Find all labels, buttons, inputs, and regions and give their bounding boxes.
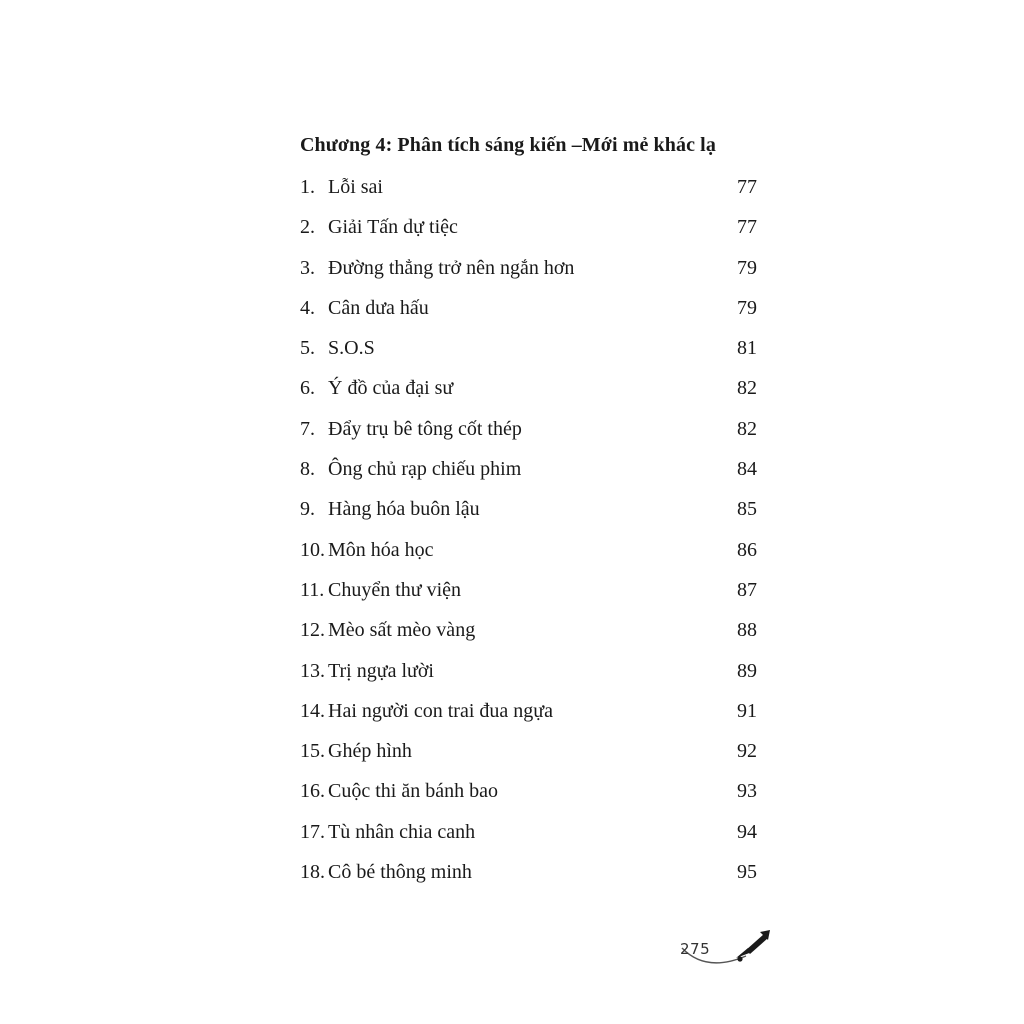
page-number: 275 — [680, 940, 711, 958]
entry-title: Ghép hình — [328, 740, 412, 763]
entry-page: 86 — [737, 538, 757, 561]
entry-number: 18. — [300, 861, 325, 884]
toc-entry — [300, 613, 760, 653]
entry-page: 82 — [737, 377, 757, 400]
toc-entry — [300, 170, 760, 210]
entry-page: 89 — [737, 659, 757, 682]
entry-page: 79 — [737, 256, 757, 279]
toc-entry — [300, 251, 760, 291]
toc-entry — [300, 412, 760, 452]
entry-title: Ý đồ của đại sư — [328, 377, 454, 400]
entry-title: Cô bé thông minh — [328, 861, 472, 884]
table-of-contents — [300, 170, 760, 895]
entry-page: 92 — [737, 740, 757, 763]
entry-number: 5. — [300, 337, 315, 360]
entry-title: Lỗi sai — [328, 176, 383, 198]
entry-title: S.O.S — [328, 337, 375, 360]
toc-entry — [300, 774, 760, 814]
entry-title: Đường thẳng trở nên ngắn hơn — [328, 256, 575, 279]
entry-number: 13. — [300, 659, 325, 682]
toc-entry — [300, 210, 760, 250]
entry-number: 11. — [300, 578, 325, 601]
entry-number: 12. — [300, 619, 325, 642]
toc-entry — [300, 694, 760, 734]
entry-number: 17. — [300, 820, 325, 843]
entry-title: Hai người con trai đua ngựa — [328, 699, 553, 722]
entry-page: 81 — [737, 337, 757, 360]
entry-page: 84 — [737, 458, 757, 481]
entry-number: 2. — [300, 216, 315, 239]
entry-title: Giải Tấn dự tiệc — [328, 216, 458, 239]
toc-entry — [300, 734, 760, 774]
entry-page: 77 — [737, 216, 757, 239]
entry-title: Đẩy trụ bê tông cốt thép — [328, 417, 522, 440]
toc-entry — [300, 533, 760, 573]
entry-title: Cuộc thi ăn bánh bao — [328, 780, 498, 803]
entry-number: 3. — [300, 256, 315, 279]
entry-title: Môn hóa học — [328, 538, 434, 561]
entry-number: 15. — [300, 740, 325, 763]
toc-entry — [300, 815, 760, 855]
entry-title: Mèo sất mèo vàng — [328, 619, 476, 642]
toc-entry — [300, 573, 760, 613]
entry-title: Tù nhân chia canh — [328, 820, 476, 843]
chapter-title: Chương 4: Phân tích sáng kiến –Mới mẻ khác lạ — [300, 134, 716, 156]
toc-entry — [300, 452, 760, 492]
toc-entry — [300, 654, 760, 694]
entry-page: 91 — [737, 699, 757, 722]
entry-page: 85 — [737, 498, 757, 521]
entry-page: 82 — [737, 417, 757, 440]
entry-number: 8. — [300, 458, 315, 481]
entry-number: 9. — [300, 498, 315, 521]
entry-number: 10. — [300, 538, 325, 561]
page-folio — [676, 928, 776, 978]
entry-page: 87 — [737, 578, 757, 601]
entry-page: 77 — [737, 176, 757, 198]
toc-entry — [300, 371, 760, 411]
entry-title: Trị ngựa lười — [328, 659, 434, 682]
entry-page: 88 — [737, 619, 757, 642]
toc-entry — [300, 291, 760, 331]
entry-page: 79 — [737, 296, 757, 319]
entry-number: 14. — [300, 699, 325, 722]
entry-number: 16. — [300, 780, 325, 803]
entry-number: 1. — [300, 176, 315, 198]
entry-title: Chuyển thư viện — [328, 578, 462, 601]
entry-number: 4. — [300, 296, 315, 319]
entry-number: 6. — [300, 377, 315, 400]
entry-page: 94 — [737, 820, 757, 843]
entry-title: Ông chủ rạp chiếu phim — [328, 458, 522, 481]
entry-page: 93 — [737, 780, 757, 803]
toc-entry — [300, 492, 760, 532]
toc-entry — [300, 855, 760, 895]
toc-entry — [300, 331, 760, 371]
entry-number: 7. — [300, 417, 315, 440]
entry-title: Hàng hóa buôn lậu — [328, 498, 480, 521]
entry-page: 95 — [737, 861, 757, 884]
entry-title: Cân dưa hấu — [328, 296, 429, 319]
